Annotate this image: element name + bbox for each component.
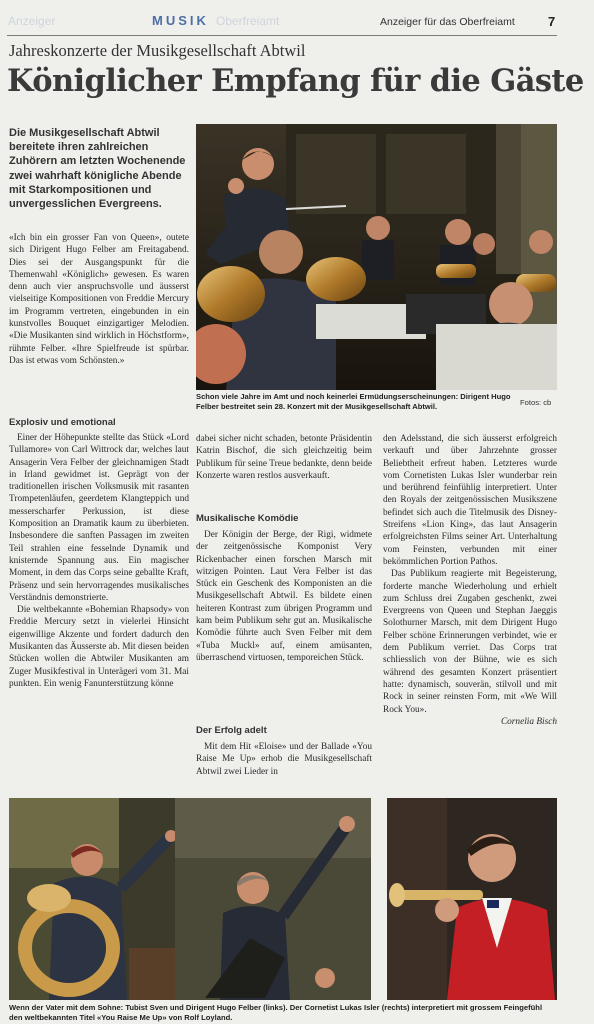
column-2-block-2	[196, 529, 372, 664]
header-rule	[7, 35, 557, 36]
subheading-komoedie: Musikalische Komödie	[196, 513, 299, 524]
author-name: Cornelia Bisch	[500, 716, 557, 727]
tubist-photo-illustration	[9, 798, 175, 1000]
conductor-bottom-photo-illustration	[175, 798, 371, 1000]
section-label: MUSIK	[152, 13, 209, 28]
lead-paragraph: Die Musikgesellschaft Abtwil bereitete ihren zahlreichen Zuhörern am letzten Wochenende zwei wahrhaft königliche Abende mit Starkompositionen und unvergesslichen Evergreens.	[9, 127, 186, 211]
intro-text	[9, 232, 189, 367]
column-2-paragraph: Der Königin der Berge, der Rigi, widmete der zeitgenössische Komponist Very Rickenbacher einen forschen Marsch mit witzigen Pointen. Laut Vera Felber ist das Stück ein Geschenk des Komponisten an die Musikgesellschaft Abtwil. Es bildete einen heiteren Kontrast zum übrigen Programm und kam beim Publikum sehr gut an. Musikalische Komödie führte auch Sven Felber mit dem «Tuba Muckl» auf, einem amüsanten, überraschend virtuosen, temporeichen Stück.	[196, 530, 372, 663]
column-1	[9, 432, 189, 690]
intro-paragraph: «Ich bin ein grosser Fan von Queen», outete sich Dirigent Hugo Felber am Freitagabend. Dies sei der Ausgangspunkt für die Themenwahl «Königlich» gewesen. Es waren denn auch vier anspruchsvolle und äusserst vielseitige Kompositionen von Freddie Mercury im Programm vertreten, eingebunden in ein kunstvolles Bouquet einzigartiger Melodien. «Die Musikanten sind wirklich in Höchstform», rühmte Felber. «Ihre Spielfreude ist spürbar. Das ist etwas vom Schönsten.»	[9, 233, 189, 366]
page-number: 7	[548, 14, 556, 29]
masthead	[0, 0, 594, 36]
column-1-paragraph: Einer der Höhepunkte stellte das Stück «Lord Tullamore» von Carl Wittrock dar, welches laut Ansagerin Vera Felber der gleichnamigen Stadt in Irland gewidmet ist. Geprägt von der traditionellen irischen Volksmusik mit rasanten Trompetenläufen, geerdetem Klangteppich und messerscharfer Perkussion, ist diese Komposition an Dramatik kaum zu überbieten. Insbesondere die sanften Passagen im zweiten Teil strahlen eine fesselnde Dynamik und knisternde Spannung aus. Ein magischer Moment, in dem das Corps seine geballte Kraft, Präsenz und sein hervorragendes musikalisches Verständnis demonstrierte.	[9, 433, 189, 603]
conductor-photo-illustration	[196, 124, 557, 390]
column-2	[196, 433, 372, 482]
conductor-bottom-photo	[175, 798, 371, 1000]
bottom-photo-caption: Wenn der Vater mit dem Sohne: Tubist Sven und Dirigent Hugo Felber (links). Der Cornetist Lukas Isler (rechts) interpretiert mit grossem Feingefühl den weltbekannten Titel «You Raise Me Up» von Rolf Loyland.	[9, 1003, 543, 1022]
subheading-explosiv: Explosiv und emotional	[9, 417, 116, 428]
cornetist-photo	[387, 798, 557, 1000]
headline: Königlicher Empfang für die Gäste	[7, 63, 584, 99]
column-1-paragraph: Die weltbekannte «Bohemian Rhapsody» von Freddie Mercury setzt in vielerlei Hinsicht eigenwillige Akzente und fordert dadurch den Musikanten das Äusserste ab. Mit diesen beiden Stücken wollen die Abtwiler Musikanten am Zuger Musikfestival in Unterägeri vom 31. Mai punkten. Ein wenig Fanunterstützung könne	[9, 605, 189, 689]
kicker: Jahreskonzerte der Musikgesellschaft Abtwil	[9, 41, 306, 60]
column-2-block-3	[196, 741, 372, 778]
column-3	[383, 433, 557, 728]
cornetist-photo-illustration	[387, 798, 557, 1000]
photo-credit: Fotos: cb	[520, 398, 552, 407]
column-3-paragraph: Das Publikum reagierte mit Begeisterung, forderte manche Wiederholung und erhielt zum Schluss drei Zugaben geschenkt, zwei Evergreens von Queen und Stephan Jaeggis Solothurner Marsch, mit dem Dirigent Hugo Felber schöne Erinnerungen verbindet, wie er dem Publikum verriet. Das Corps trat schliesslich von der Bühne, wie es sich während des gesamten Konzert präsentiert hatte: dynamisch, souverän, stilvoll und mit Rock in seiner reinsten Form, mit «We Will Rock You».	[383, 569, 557, 715]
column-2-paragraph: dabei sicher nicht schaden, betonte Präsidentin Katrin Bischof, die sich gleichzeitig beim Publikum für seine Treue bedankte, denn beide Konzerte waren restlos ausverkauft.	[196, 434, 372, 481]
faded-previous-page-text: Anzeiger	[8, 14, 56, 28]
conductor-photo	[196, 124, 557, 390]
column-3-paragraph: den Adelsstand, die sich äusserst erfolgreich verkauft und über Jahrzehnte grosser Beliebtheit erfreut haben. Letzteres wurde vom Cornetisten Lukas Isler wunderbar rein und berührend feinfühlig interpretiert. Unter den Royals der zeitgenössischen Musikszene befindet sich auch die Titelmusik des Disney-Streifens «Lion King», das laut Ansagerin erfolgreichsten Films seiner Art. Unterhaltung vom Feinsten, verbunden mit einer bekömmlichen Portion Pathos.	[383, 434, 557, 567]
tubist-photo	[9, 798, 175, 1000]
column-2-paragraph: Mit dem Hit «Eloise» und der Ballade «You Raise Me Up» erhob die Musikgesellschaft Abtwil zwei Lieder in	[196, 742, 372, 777]
top-photo-caption: Schon viele Jahre im Amt und noch keinerlei Ermüdungserscheinungen: Dirigent Hugo Felber bestreitet sein 28. Konzert mit der Musikgesellschaft Abtwil.	[196, 392, 511, 411]
faded-previous-page-text: Oberfreiamt	[216, 14, 280, 28]
newspaper-name: Anzeiger für das Oberfreiamt	[380, 16, 515, 28]
subheading-erfolg: Der Erfolg adelt	[196, 725, 267, 736]
